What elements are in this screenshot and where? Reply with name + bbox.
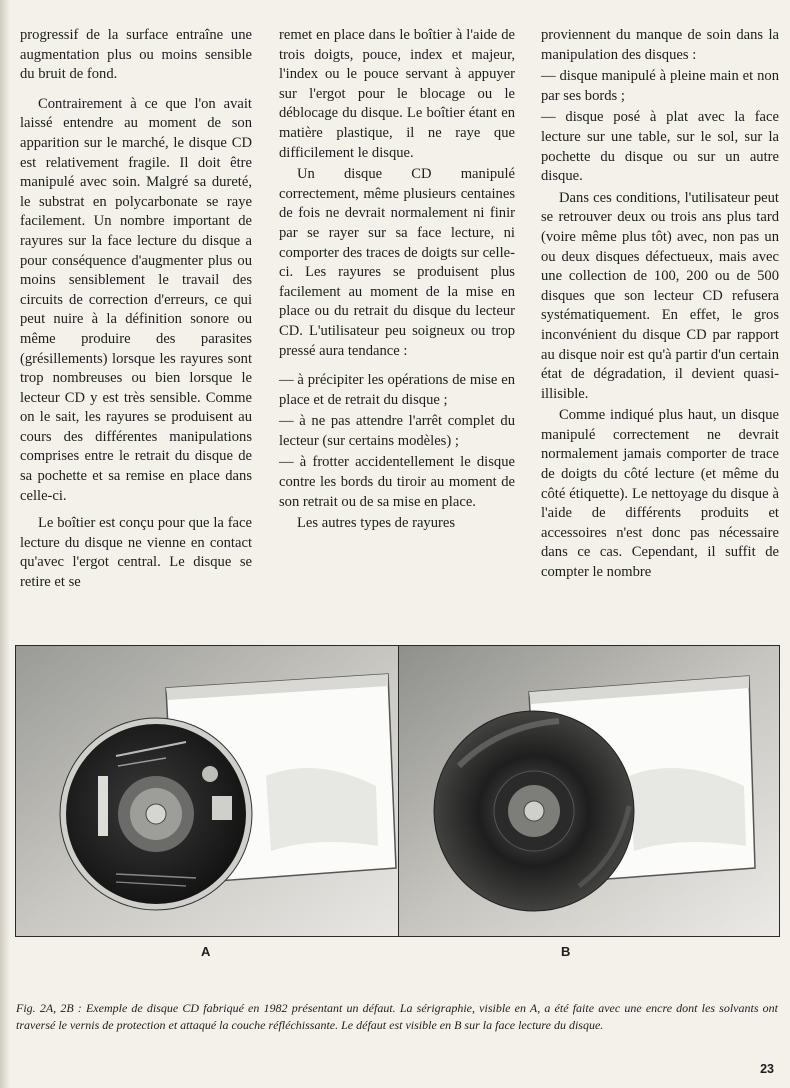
figure-caption: Fig. 2A, 2B : Exemple de disque CD fabriqué en 1982 présentant un défaut. La sérigraphie, visible en A, a été faite avec une encre dont les solvants ont traversé le vernis de protection et attaqué la couche réfléchissante. Le défaut est visible en B sur la face lecture du disque. bbox=[16, 1001, 778, 1032]
paragraph: Contrairement à ce que l'on avait laissé entendre au moment de son apparition sur le marché, le disque CD est relativement fragile. Il doit être manipulé avec soin. Malgré sa dureté, le substrat en polycarbonate se raye facilement. Un nombre important de rayures sur la face lecture du disque a pour conséquence d'augmenter plus ou moins sensiblement le travail des circuits de correction d'erreurs, ce qui peut nuire à la définition sonore ou même produire des parasites (grésillements) lorsque les rayures sont trop nombreuses ou bien lorsque le lecteur CD y est très sensible. Comme on le sait, les rayures se produisent au cours des différentes manipulations comprises entre le retrait du disque de sa pochette et sa remise en place dans celle-ci. bbox=[20, 95, 252, 504]
text-column-1 bbox=[20, 26, 252, 601]
paragraph: Dans ces conditions, l'utilisateur peut se retrouver deux ou trois ans plus tard (voire même plus tôt) avec, non pas un ou deux disques défectueux, mais avec une collection de 100, 200 ou de 500 disques que son lecteur CD refusera systématiquement. En effet, le gros inconvénient du disque CD par rapport au disque noir est qu'à partir d'un certain état de dégradation, il devient quasi-illisible. bbox=[541, 189, 779, 402]
figure-b-label: B bbox=[561, 944, 571, 959]
figure-b-photo bbox=[398, 645, 780, 937]
cd-label-side-image bbox=[16, 646, 418, 936]
paragraph: progressif de la surface entraîne une augmentation plus ou moins sensible du bruit de fond. bbox=[20, 27, 252, 83]
paragraph: Un disque CD manipulé correctement, même plusieurs centaines de fois ne devrait normalement ni finir par se rayer sur sa face lecture, ni comporter des traces de doigts sur celle-ci. Les rayures se produisent plus facilement au moment de la mise en place ou du retrait du disque du lecteur CD. L'utilisateur peu soigneux ou trop pressé aura tendance : bbox=[279, 166, 515, 359]
paragraph: Le boîtier est conçu pour que la face lecture du disque ne vienne en contact qu'avec l'ergot central. Le disque se retire et se bbox=[20, 515, 252, 591]
list-item: — à frotter accidentellement le disque contre les bords du tiroir au moment de son retrait ou de sa mise en place. bbox=[279, 454, 515, 510]
list-item: — à précipiter les opérations de mise en place et de retrait du disque ; bbox=[279, 372, 515, 408]
figure-a-label: A bbox=[201, 944, 211, 959]
list-item: — à ne pas attendre l'arrêt complet du lecteur (sur certains modèles) ; bbox=[279, 413, 515, 449]
paragraph: proviennent du manque de soin dans la manipulation des disques : bbox=[541, 27, 779, 63]
cd-read-side-image bbox=[399, 646, 779, 936]
paragraph: Les autres types de rayures bbox=[297, 515, 456, 532]
list-item: — disque posé à plat avec la face lecture sur une table, sur le sol, sur la pochette du disque ou sur un autre disque. bbox=[541, 109, 779, 185]
page-number: 23 bbox=[760, 1062, 774, 1076]
paragraph: Comme indiqué plus haut, un disque manipulé correctement ne devrait normalement jamais comporter de trace de doigts du côté lecture (et même du côté étiquette). Le nettoyage du disque à l'aide de différents produits et accessoires n'est donc pas nécessaire dans ce cas. Cependant, il suffit de compter le nombre bbox=[541, 407, 779, 581]
text-column-3 bbox=[541, 26, 779, 585]
figure-a-photo bbox=[15, 645, 419, 937]
binding-shadow bbox=[0, 0, 10, 1088]
paragraph: remet en place dans le boîtier à l'aide de trois doigts, pouce, index et majeur, l'index ou le pouce servant à appuyer sur l'ergot pour le blocage ou le déblocage du disque. Le boîtier étant en matière plastique, il ne raye que difficilement le disque. bbox=[279, 27, 515, 161]
text-column-2 bbox=[279, 26, 515, 536]
list-item: — disque manipulé à pleine main et non par ses bords ; bbox=[541, 68, 779, 104]
